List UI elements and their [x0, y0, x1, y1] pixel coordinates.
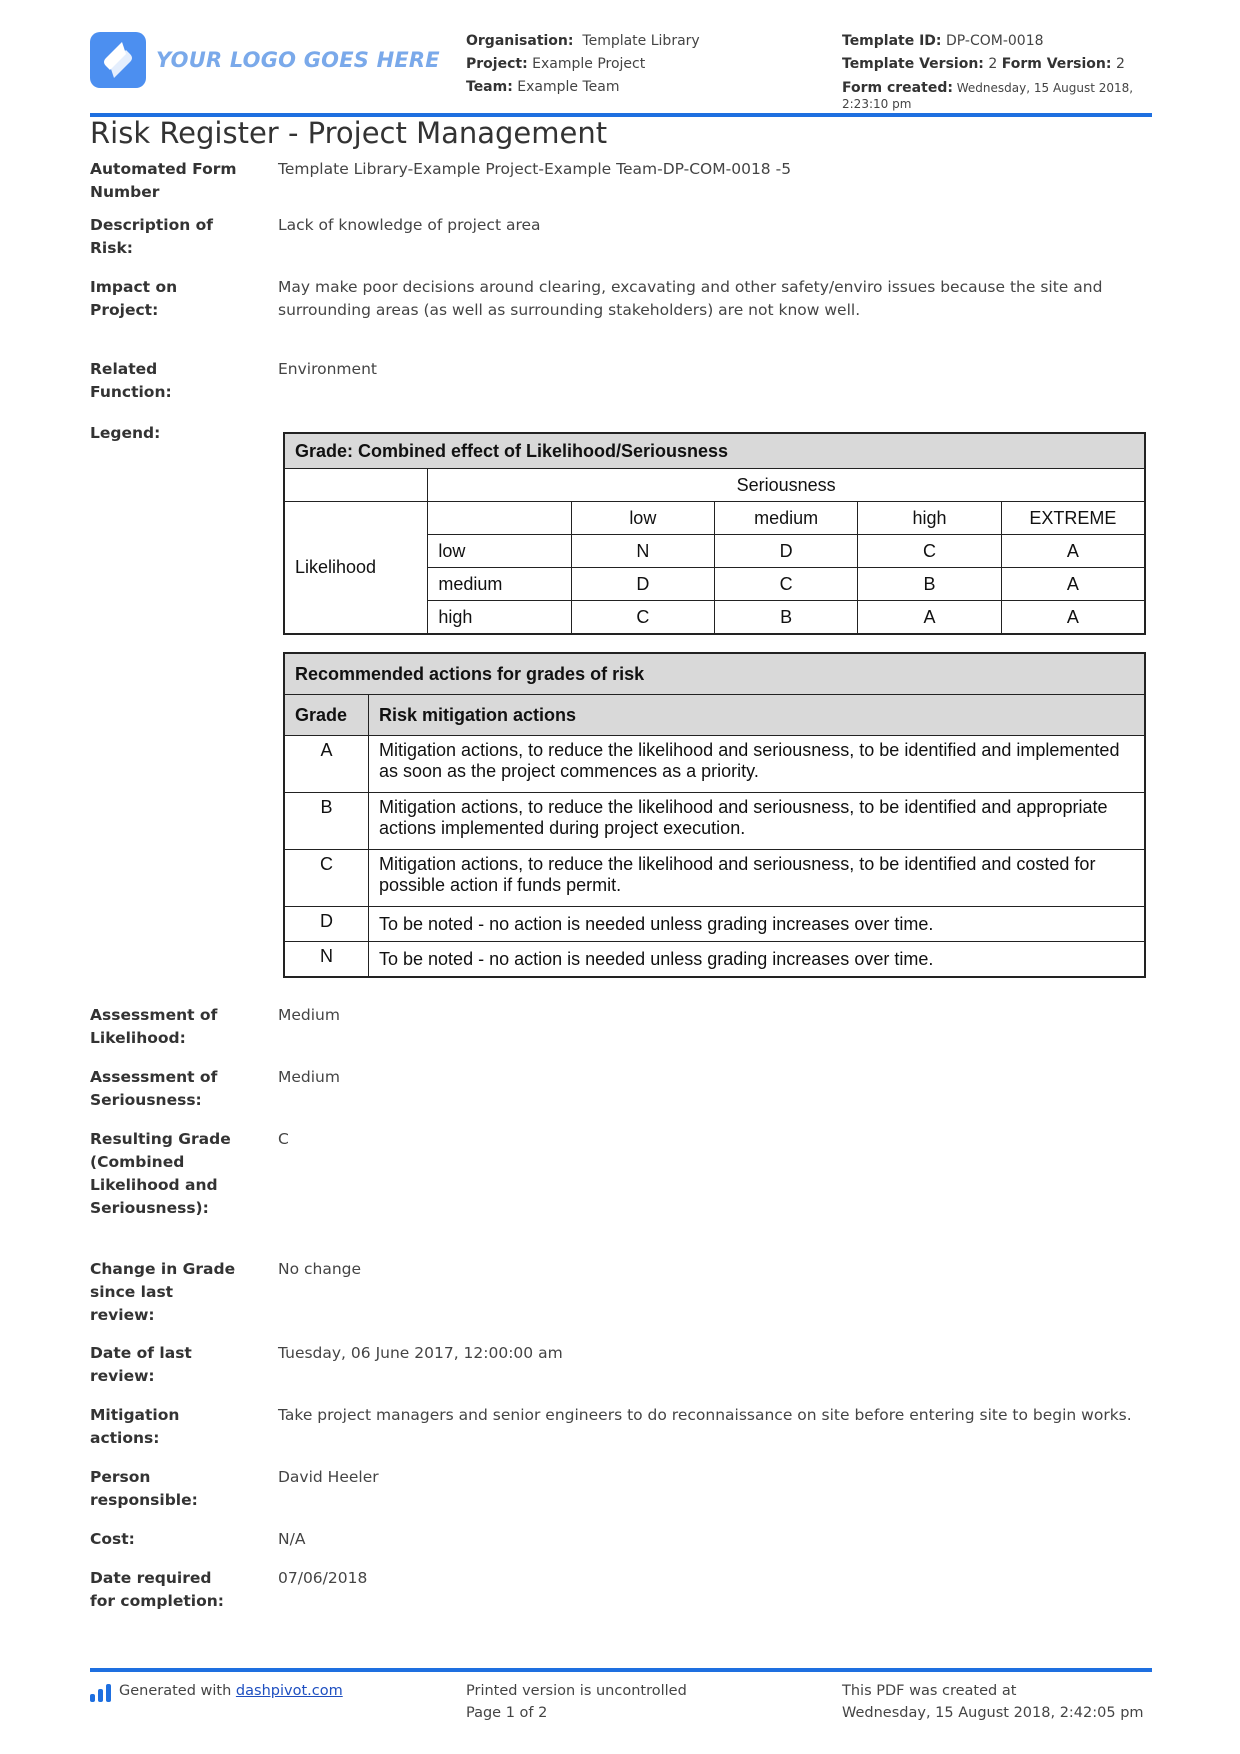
field-value-date-required: 07/06/2018 — [278, 1569, 368, 1587]
field-label-seriousness: Assessment of Seriousness: — [90, 1068, 218, 1109]
field-label-resulting-grade: Resulting Grade (Combined Likelihood and Seriousness): — [90, 1130, 231, 1217]
field-value-cost: N/A — [278, 1530, 306, 1548]
matrix-cell: D — [714, 535, 857, 568]
field-label-description: Description of Risk: — [90, 216, 214, 257]
field-label-related-function: Related Function: — [90, 360, 172, 401]
field-label-person-responsible: Person responsible: — [90, 1468, 198, 1509]
header-template-info — [842, 30, 1142, 112]
page-header — [90, 28, 1152, 116]
template-version-label: Template Version: — [842, 56, 984, 72]
organisation-label: Organisation: — [466, 33, 574, 49]
seriousness-col-extreme: EXTREME — [1001, 502, 1145, 535]
matrix-cell: B — [858, 568, 1001, 601]
field-value-form-number: Template Library-Example Project-Example Team-DP-COM-0018 -5 — [278, 160, 792, 178]
form-version-value: 2 — [1115, 56, 1125, 72]
field-value-related-function: Environment — [278, 360, 377, 378]
seriousness-col-medium: medium — [714, 502, 857, 535]
matrix-cell: C — [858, 535, 1001, 568]
likelihood-row-label: high — [428, 601, 571, 635]
field-label-likelihood: Assessment of Likelihood: — [90, 1006, 218, 1047]
footer-generated — [90, 1680, 343, 1702]
form-version-label: Form Version: — [1001, 56, 1112, 72]
seriousness-header: Seriousness — [428, 469, 1145, 502]
matrix-cell: A — [1001, 568, 1145, 601]
matrix-cell: B — [714, 601, 857, 635]
matrix-corner-cell — [284, 469, 428, 502]
dashpivot-icon — [90, 1682, 111, 1702]
action-text: To be noted - no action is needed unless grading increases over time. — [369, 907, 1146, 942]
footer-divider — [90, 1668, 1152, 1672]
matrix-cell: A — [1001, 535, 1145, 568]
matrix-cell: D — [571, 568, 714, 601]
action-grade: A — [284, 736, 369, 793]
footer-created — [842, 1680, 1144, 1724]
field-label-date-required: Date required for completion: — [90, 1569, 224, 1610]
field-value-resulting-grade: C — [278, 1130, 289, 1148]
field-label-grade-change: Change in Grade since last review: — [90, 1260, 236, 1324]
generated-with-text: Generated with — [119, 1683, 232, 1699]
field-value-likelihood: Medium — [278, 1006, 340, 1024]
action-row — [284, 850, 1145, 907]
matrix-cell: C — [571, 601, 714, 635]
field-label-mitigation: Mitigation actions: — [90, 1406, 180, 1447]
field-label-last-review: Date of last review: — [90, 1344, 192, 1385]
seriousness-col-high: high — [858, 502, 1001, 535]
field-value-mitigation: Take project managers and senior engineers to do reconnaissance on site before entering site to begin works. — [278, 1406, 1132, 1424]
field-label-impact: Impact on Project: — [90, 278, 178, 319]
matrix-cell: N — [571, 535, 714, 568]
seriousness-col-low: low — [571, 502, 714, 535]
template-id-label: Template ID: — [842, 33, 942, 49]
actions-column-header: Risk mitigation actions — [369, 695, 1146, 736]
action-row — [284, 793, 1145, 850]
page-number: Page 1 of 2 — [466, 1705, 548, 1721]
grade-matrix-title: Grade: Combined effect of Likelihood/Seriousness — [284, 433, 1145, 469]
pdf-created-label: This PDF was created at — [842, 1683, 1017, 1699]
field-value-seriousness: Medium — [278, 1068, 340, 1086]
project-label: Project: — [466, 56, 528, 72]
company-logo — [90, 32, 440, 88]
action-row — [284, 907, 1145, 942]
organisation-value: Template Library — [582, 33, 700, 49]
action-text: Mitigation actions, to reduce the likelihood and seriousness, to be identified and implemented as soon as the project commences as a priority. — [369, 736, 1146, 793]
footer-page-info — [466, 1680, 687, 1724]
dashpivot-link[interactable]: dashpivot.com — [235, 1683, 343, 1699]
action-grade: N — [284, 942, 369, 978]
action-row — [284, 736, 1145, 793]
logo-text: YOUR LOGO GOES HERE — [156, 48, 440, 72]
uncontrolled-notice: Printed version is uncontrolled — [466, 1683, 687, 1699]
template-id-value: DP-COM-0018 — [945, 33, 1044, 49]
action-text: Mitigation actions, to reduce the likelihood and seriousness, to be identified and costed for possible action if funds permit. — [369, 850, 1146, 907]
project-value: Example Project — [532, 56, 646, 72]
field-label-form-number: Automated Form Number — [90, 160, 237, 201]
matrix-cell: C — [714, 568, 857, 601]
pdf-created-value: Wednesday, 15 August 2018, 2:42:05 pm — [842, 1705, 1144, 1721]
likelihood-header: Likelihood — [284, 502, 428, 635]
field-value-person-responsible: David Heeler — [278, 1468, 379, 1486]
team-value: Example Team — [517, 79, 620, 95]
team-label: Team: — [466, 79, 513, 95]
field-value-description: Lack of knowledge of project area — [278, 216, 541, 234]
action-text: Mitigation actions, to reduce the likelihood and seriousness, to be identified and appropriate actions implemented during project execution. — [369, 793, 1146, 850]
matrix-cell: A — [1001, 601, 1145, 635]
grade-column-header: Grade — [284, 695, 369, 736]
page-title: Risk Register - Project Management — [90, 116, 608, 150]
logo-icon — [90, 32, 146, 88]
action-row — [284, 942, 1145, 978]
action-grade: B — [284, 793, 369, 850]
field-label-legend: Legend: — [90, 424, 161, 442]
action-grade: C — [284, 850, 369, 907]
form-created-label: Form created: — [842, 80, 953, 96]
likelihood-row-label: low — [428, 535, 571, 568]
likelihood-row-label: medium — [428, 568, 571, 601]
matrix-blank-cell — [428, 502, 571, 535]
action-text: To be noted - no action is needed unless grading increases over time. — [369, 942, 1146, 978]
grade-matrix-table — [283, 432, 1146, 635]
field-value-last-review: Tuesday, 06 June 2017, 12:00:00 am — [278, 1344, 563, 1362]
grade-actions-table — [283, 652, 1146, 978]
header-project-info — [466, 30, 700, 99]
grade-actions-title: Recommended actions for grades of risk — [284, 653, 1145, 695]
matrix-cell: A — [858, 601, 1001, 635]
template-version-value: 2 — [988, 56, 998, 72]
form-created-value: Wednesday, 15 August 2018, 2:23:10 pm — [842, 81, 1134, 111]
field-value-grade-change: No change — [278, 1260, 362, 1278]
field-label-cost: Cost: — [90, 1530, 135, 1548]
action-grade: D — [284, 907, 369, 942]
field-value-impact: May make poor decisions around clearing, excavating and other safety/enviro issues because the site and surrounding areas (as well as surrounding stakeholders) are not know well. — [278, 278, 1103, 319]
